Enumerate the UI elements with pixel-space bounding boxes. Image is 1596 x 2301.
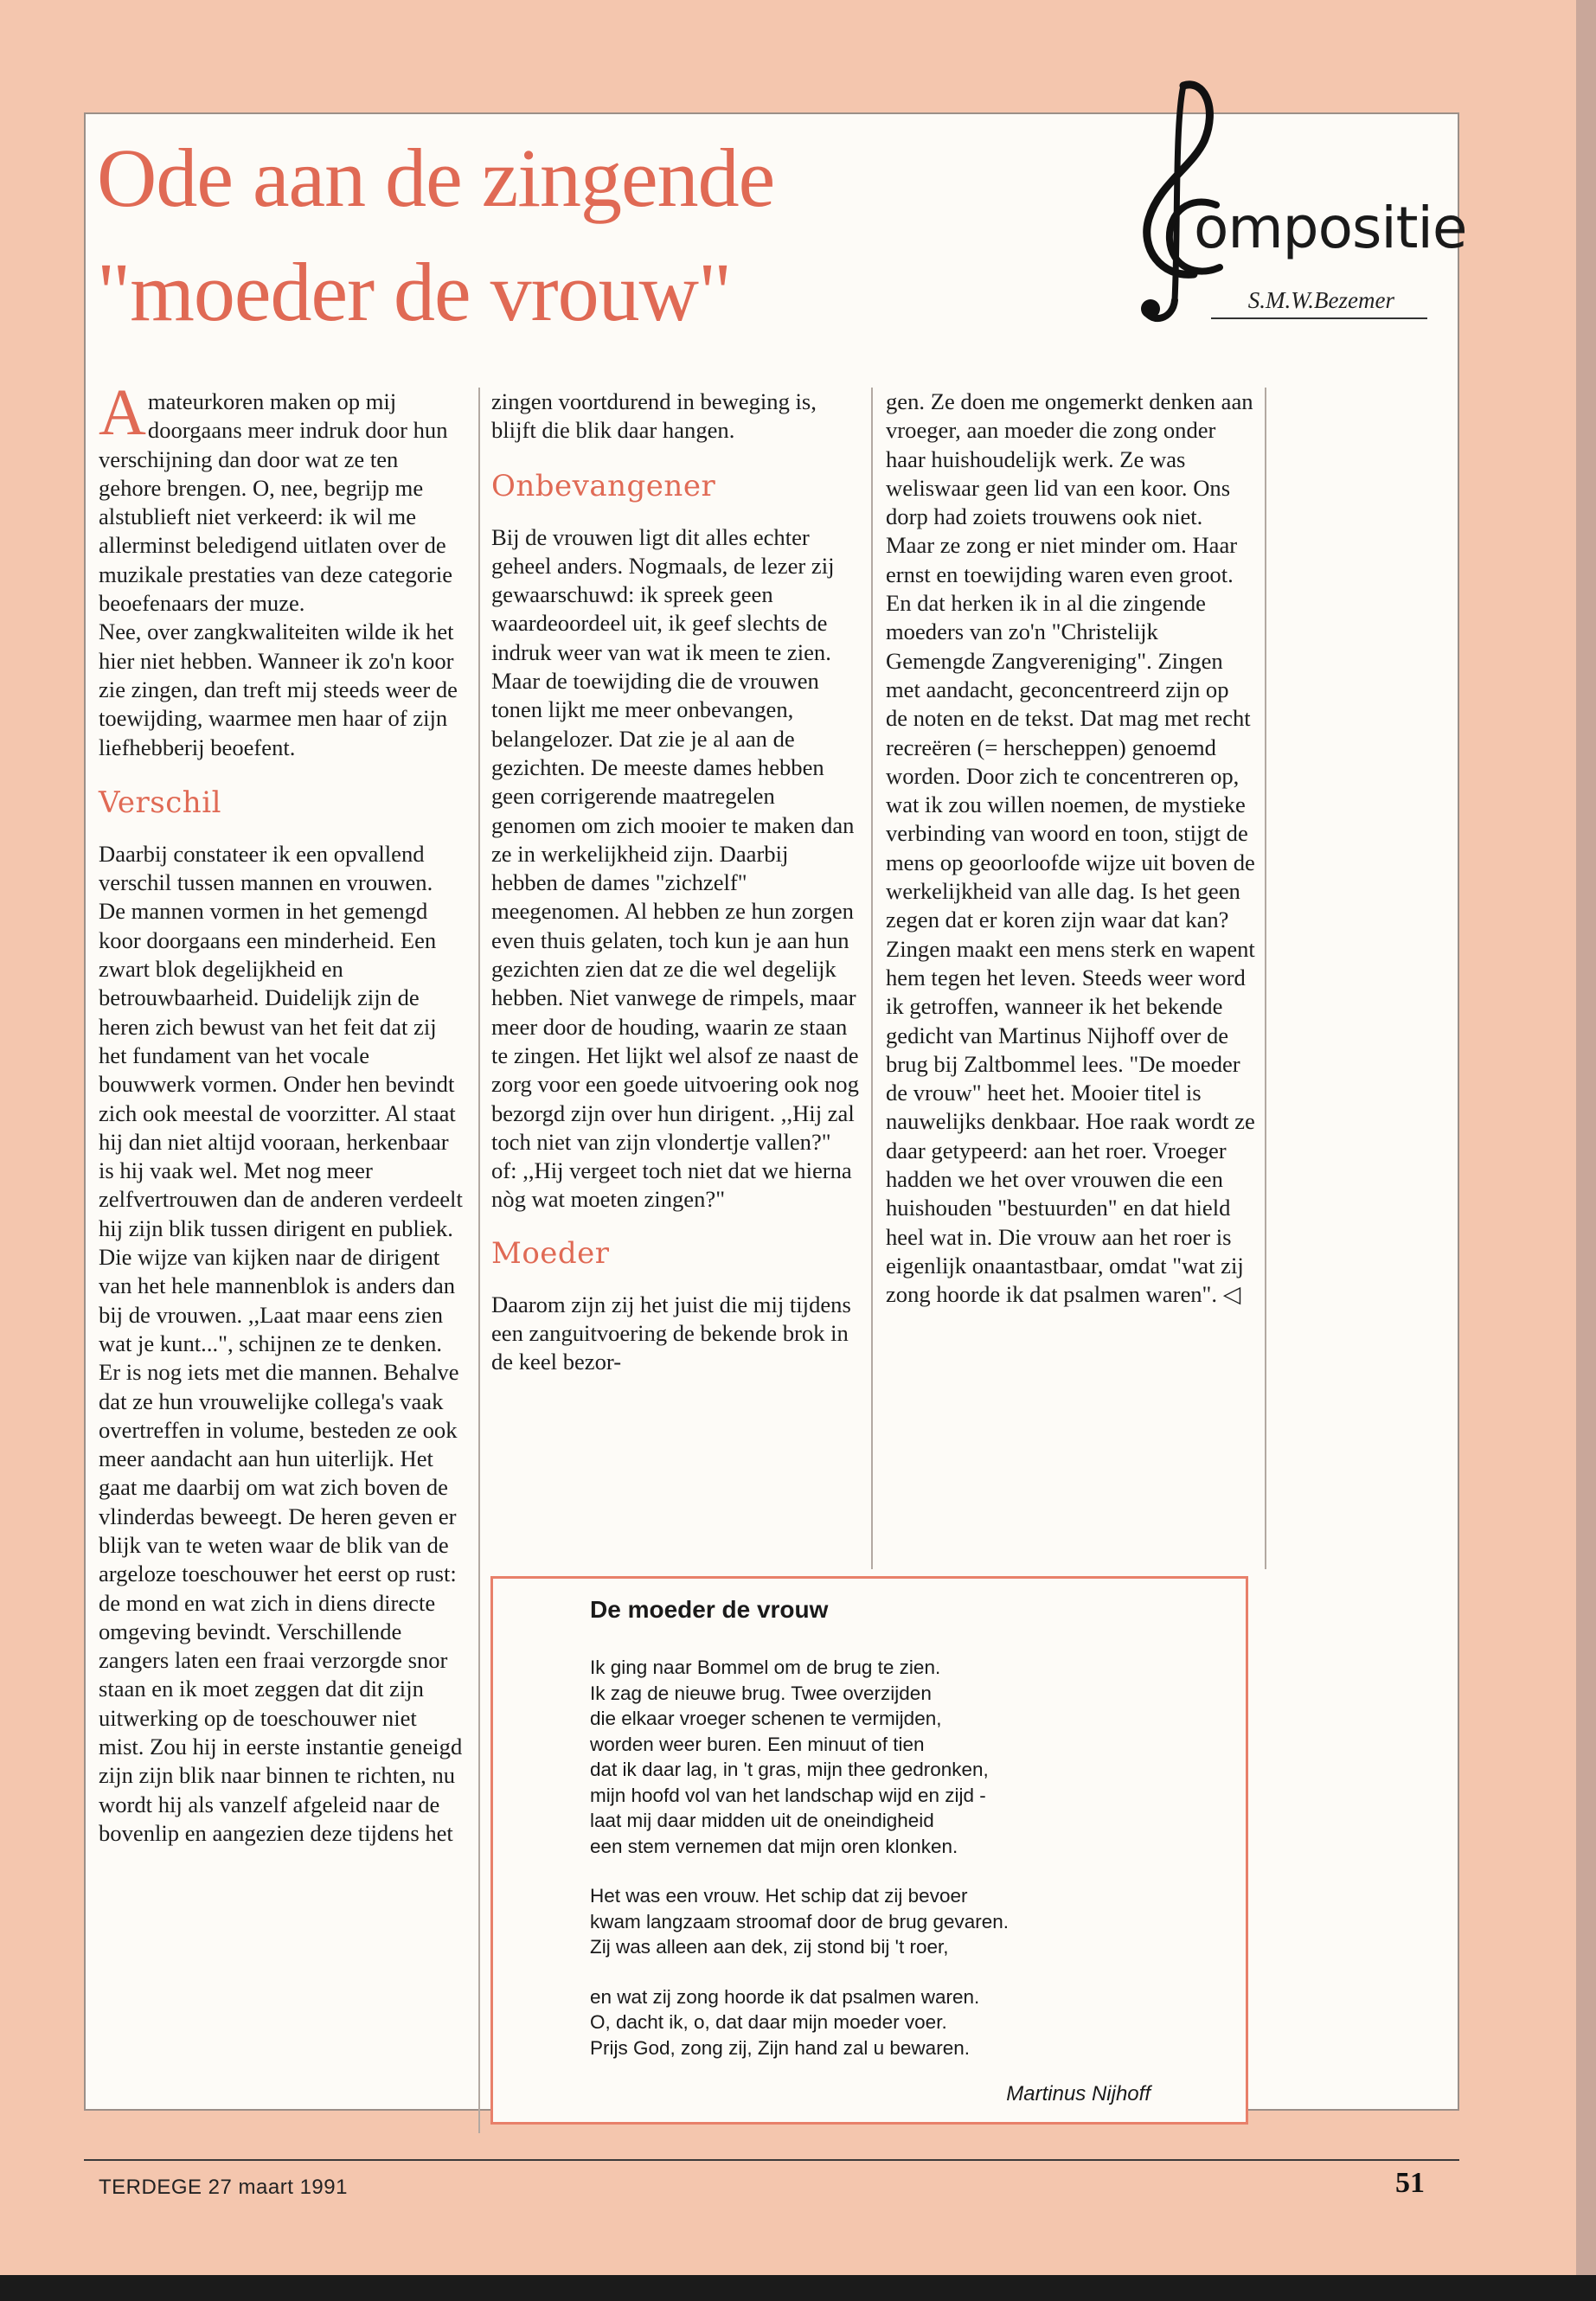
article-title <box>97 121 962 349</box>
scan-edge <box>0 2275 1596 2301</box>
poem-line: kwam langzaam stroomaf door de brug gevaren. <box>590 1910 1010 1932</box>
page-number: 51 <box>1395 2167 1425 2199</box>
paragraph <box>99 376 464 618</box>
subheading-verschil: Verschil <box>99 785 221 820</box>
poem-line: die elkaar vroeger schenen te vermijden, <box>590 1708 942 1729</box>
article-column-2 <box>491 388 859 1377</box>
byline-author: S.M.W.Bezemer <box>1211 287 1427 319</box>
paragraph: Daarom zijn zij het juist die mij tijdens een zanguitvoering de bekende brok in de keel bezor- <box>491 1291 851 1375</box>
paragraph: Nee, over zangkwaliteiten wilde ik het hier niet hebben. Wanneer ik zo'n koor zie zingen, dan treft mij steeds weer de toewijding, waarmee men haar of zijn liefhebberij beoefent. <box>99 619 458 760</box>
article-column-1 <box>99 376 464 1848</box>
poem-line: Ik zag de nieuwe brug. Twee overzijden <box>590 1682 932 1704</box>
poem-line: Prijs God, zong zij, Zijn hand zal u bewaren. <box>590 2036 970 2059</box>
poem-line: mijn hoofd vol van het landschap wijd en zijd - <box>590 1784 986 1806</box>
column-divider <box>1265 388 1266 1569</box>
poem-stanza-3 <box>590 1984 1195 2061</box>
paragraph: zingen voortdurend in beweging is, blijft die blik daar hangen. <box>491 388 817 444</box>
subheading-onbevangener: Onbevangener <box>491 468 716 503</box>
poem-line: Ik ging naar Bommel om de brug te zien. <box>590 1657 941 1678</box>
article-title-line-2: "moeder de vrouw" <box>97 246 732 338</box>
footer-rule <box>84 2159 1459 2161</box>
drop-cap: A <box>99 376 146 449</box>
poem-title: De moeder de vrouw <box>590 1596 829 1623</box>
paragraph: Bij de vrouwen ligt dit alles echter geheel anders. Nogmaals, de lezer zij gewaarschuwd: ik spreek geen waardeoordeel uit, ik geef slechts de indruk weer van wat ik meen te zien. Maar de toewijding die de vrouwen tonen lijkt me meer onbevangen, belangelozer. Dat zie je al aan de gezichten. De meeste dames hebben geen corrigerende maatregelen genomen om zich mooier te maken dan ze in werkelijkheid zijn. Daarbij hebben de dames "zichzelf" meegenomen. Al hebben ze hun zorgen even thuis gelaten, toch kun je aan hun gezichten zien dat ze die wel degelijk hebben. Niet vanwege de rimpels, maar meer door de houding, waarin ze staan te zingen. Het lijkt wel alsof ze naast de zorg voor een goede uitvoering ook nog bezorgd zijn over hun dirigent. ,,Hij zal toch niet van zijn vlondertje vallen?" of: ,,Hij vergeet toch niet dat we hierna nòg wat moeten zingen?" <box>491 523 859 1213</box>
poem-text <box>590 1655 1195 2085</box>
poem-line: Het was een vrouw. Het schip dat zij bevoer <box>590 1885 968 1907</box>
article-column-3 <box>886 388 1256 1310</box>
paragraph: Daarbij constateer ik een opvallend verschil tussen mannen en vrouwen. De mannen vormen in het gemengd koor doorgaans een minderheid. Een zwart blok degelijkheid en betrouwbaarheid. Duidelijk zijn de heren zich bewust van het feit dat zij het fundament van het vocale bouwwerk vormen. Onder hen bevindt zich ook meestal de voorzitter. Al staat hij dan niet altijd vooraan, herkenbaar is hij vaak wel. Met nog meer zelfvertrouwen dan de anderen verdeelt hij zijn blik tussen dirigent en publiek. Die wijze van kijken naar de dirigent van het hele mannenblok is anders dan bij de vrouwen. ,,Laat maar eens zien wat je kunt...", schijnen ze te denken. <box>99 840 463 1356</box>
poem-line: dat ik daar lag, in 't gras, mijn thee gedronken, <box>590 1759 989 1780</box>
rubric-label: ompositie <box>1194 195 1467 261</box>
scan-edge <box>1576 0 1596 2301</box>
paragraph: gen. Ze doen me ongemerkt denken aan vroeger, aan moeder die zong onder haar huishoudelijk werk. Ze was weliswaar geen lid van een koor. Ons dorp had zoiets trouwens ook niet. Maar ze zong er niet minder om. Haar ernst en toewijding waren even groot. En dat herken ik in al die zingende moeders van zo'n "Christelijk Gemengde Zangvereniging". Zingen met aandacht, geconcentreerd zijn op de noten en de tekst. Dat mag met recht recreëren (= herscheppen) genoemd worden. Door zich te concentreren op, wat ik zou willen noemen, de mystieke verbinding van woord en toon, stijgt de mens op geoorloofde wijze uit boven de werkelijkheid van alle dag. Is het geen zegen dat er koren zijn waar dat kan? Zingen maakt een mens sterk en wapent hem tegen het leven. Steeds weer word ik getroffen, wanneer ik het bekende gedicht van Martinus Nijhoff over de brug bij Zaltbommel lees. "De moeder de vrouw" heet het. Mooier titel is nauwelijks denkbaar. Hoe raak wordt ze daar getypeerd: aan het roer. Vroeger hadden we het over vrouwen die een huishouden "bestuurden" en dat hield heel wat in. Die vrouw aan het roer is eigenlijk onaantastbaar, omdat "wat zij zong hoorde ik dat psalmen waren". ◁ <box>886 388 1255 1308</box>
poem-line: Zij was alleen aan dek, zij stond bij 't roer, <box>590 1936 949 1958</box>
footer-publication: TERDEGE 27 maart 1991 <box>99 2176 348 2199</box>
poem-line: en wat zij zong hoorde ik dat psalmen waren. <box>590 1985 980 2008</box>
poem-line: O, dacht ik, o, dat daar mijn moeder voer. <box>590 2011 947 2033</box>
poem-line: laat mij daar midden uit de oneindigheid <box>590 1810 934 1831</box>
poem-box <box>490 1576 1248 2125</box>
column-divider <box>871 388 873 1569</box>
poem-stanza-2 <box>590 1883 1195 1960</box>
poem-author: Martinus Nijhoff <box>1006 2082 1151 2106</box>
paragraph-text: mateurkoren maken op mij doorgaans meer indruk door hun verschijning dan door wat ze ten gehore brengen. O, nee, begrijp me alstublieft niet verkeerd: ik wil me allerminst beledigend uitlaten over de muzikale prestaties van deze categorie beoefenaars der muze. <box>99 388 453 617</box>
subheading-moeder: Moeder <box>491 1235 610 1271</box>
poem-stanza-1 <box>590 1655 1195 1859</box>
article-title-line-1: Ode aan de zingende <box>97 131 775 224</box>
paragraph: Er is nog iets met die mannen. Behalve dat ze hun vrouwelijke collega's vaak overtreffen in volume, besteden ze ook meer aandacht aan hun uiterlijk. Het gaat me daarbij om wat zich boven de vlinderdas beweegt. De heren geven er blijk van te weten waar de blik van de argeloze toeschouwer het eerst op rust: de mond en wat zich in diens directe omgeving bevindt. Verschillende zangers laten een fraai verzorgde snor staan en ik moet zeggen dat dit zijn uitwerking op de toeschouwer niet mist. Zou hij in eerste instantie geneigd zijn zijn blik naar binnen te richten, nu wordt hij als vanzelf afgeleid naar de bovenlip en aangezien deze tijdens het <box>99 1359 463 1846</box>
rubric-compositie <box>1107 74 1467 333</box>
poem-line: worden weer buren. Een minuut of tien <box>590 1733 925 1755</box>
poem-line: een stem vernemen dat mijn oren klonken. <box>590 1835 958 1857</box>
column-divider <box>478 388 480 2133</box>
